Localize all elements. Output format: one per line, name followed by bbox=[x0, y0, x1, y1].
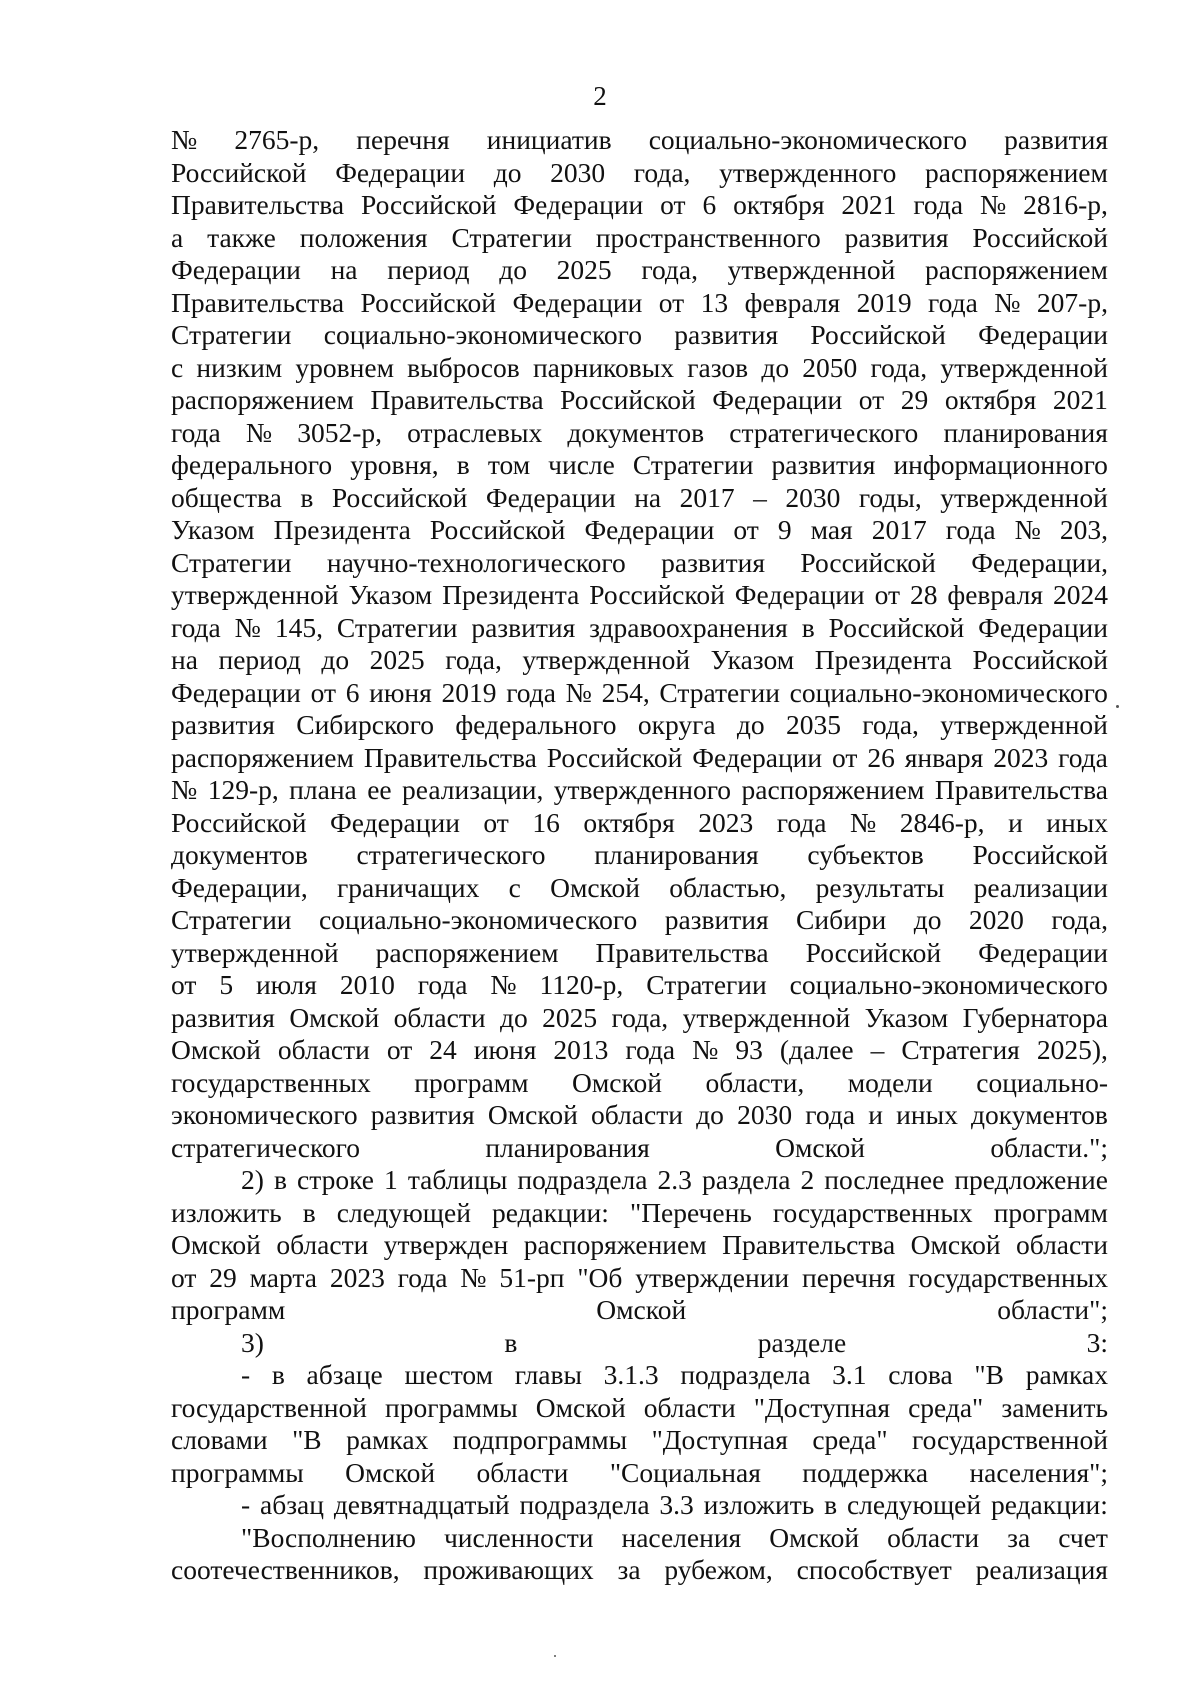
text-line: федерального уровня, в том числе Стратегии развития информационного bbox=[171, 449, 1108, 480]
text-line: государственной программы Омской области "Доступная среда" заменить bbox=[171, 1391, 1108, 1423]
scan-speck bbox=[554, 1655, 556, 1657]
text-line: Омской области от 24 июня 2013 года № 93 (далее – Стратегия 2025), bbox=[171, 1034, 1108, 1065]
text-line: 2) в строке 1 таблицы подраздела 2.3 раздела 2 последнее предложение bbox=[241, 1164, 1108, 1195]
text-line: - абзац девятнадцатый подраздела 3.3 изложить в следующей редакции: bbox=[241, 1489, 1108, 1520]
text-line: стратегического планирования Омской области."; bbox=[171, 1131, 1108, 1163]
text-line: Стратегии научно-технологического развития Российской Федерации, bbox=[171, 546, 1108, 578]
text-line: Омской области утвержден распоряжением Правительства Омской области bbox=[171, 1229, 1108, 1260]
document-body bbox=[171, 124, 1108, 1587]
text-line: программ Омской области"; bbox=[171, 1294, 1108, 1325]
text-line: "Восполнению численности населения Омской области за счет bbox=[241, 1521, 1108, 1553]
text-line: документов стратегического планирования субъектов Российской bbox=[171, 839, 1108, 870]
text-line: государственных программ Омской области, модели социально- bbox=[171, 1066, 1108, 1098]
text-line: утвержденной распоряжением Правительства Российской Федерации bbox=[171, 936, 1108, 968]
text-line: развития Омской области до 2025 года, утвержденной Указом Губернатора bbox=[171, 1001, 1108, 1033]
text-line: Российской Федерации до 2030 года, утвержденного распоряжением bbox=[171, 156, 1108, 188]
text-line: Федерации от 6 июня 2019 года № 254, Стратегии социально-экономического bbox=[171, 676, 1108, 708]
text-line: а также положения Стратегии пространственного развития Российской bbox=[171, 221, 1108, 253]
text-line: от 29 марта 2023 года № 51-рп "Об утверждении перечня государственных bbox=[171, 1261, 1108, 1293]
scan-speck bbox=[1116, 705, 1119, 708]
text-line: - в абзаце шестом главы 3.1.3 подраздела 3.1 слова "В рамках bbox=[241, 1359, 1108, 1390]
text-line: соотечественников, проживающих за рубежом, способствует реализация bbox=[171, 1554, 1108, 1585]
text-line: Стратегии социально-экономического развития Сибири до 2020 года, bbox=[171, 904, 1108, 935]
text-line: от 5 июля 2010 года № 1120-р, Стратегии социально-экономического bbox=[171, 969, 1108, 1000]
text-line: года № 145, Стратегии развития здравоохранения в Российской Федерации bbox=[171, 611, 1108, 643]
text-line: Стратегии социально-экономического развития Российской Федерации bbox=[171, 319, 1108, 350]
text-line: словами "В рамках подпрограммы "Доступная среда" государственной bbox=[171, 1424, 1108, 1455]
text-line: Указом Президента Российской Федерации от 9 мая 2017 года № 203, bbox=[171, 514, 1108, 545]
text-line: Федерации на период до 2025 года, утвержденной распоряжением bbox=[171, 254, 1108, 285]
text-line: Правительства Российской Федерации от 6 октября 2021 года № 2816-р, bbox=[171, 189, 1108, 220]
text-line: экономического развития Омской области до 2030 года и иных документов bbox=[171, 1099, 1108, 1130]
text-line: 3) в разделе 3: bbox=[241, 1326, 1108, 1358]
text-line: развития Сибирского федерального округа до 2035 года, утвержденной bbox=[171, 709, 1108, 740]
text-line: изложить в следующей редакции: "Перечень государственных программ bbox=[171, 1196, 1108, 1228]
text-line: года № 3052-р, отраслевых документов стратегического планирования bbox=[171, 416, 1108, 448]
text-line: программы Омской области "Социальная поддержка населения"; bbox=[171, 1456, 1108, 1488]
page-number: 2 bbox=[593, 81, 607, 111]
text-line: Российской Федерации от 16 октября 2023 года № 2846-р, и иных bbox=[171, 806, 1108, 838]
text-line: Правительства Российской Федерации от 13 февраля 2019 года № 207-р, bbox=[171, 286, 1108, 318]
text-line: с низким уровнем выбросов парниковых газов до 2050 года, утвержденной bbox=[171, 351, 1108, 383]
text-line: на период до 2025 года, утвержденной Указом Президента Российской bbox=[171, 644, 1108, 675]
text-line: утвержденной Указом Президента Российской Федерации от 28 февраля 2024 bbox=[171, 579, 1108, 610]
text-line: распоряжением Правительства Российской Федерации от 29 октября 2021 bbox=[171, 384, 1108, 415]
text-line: распоряжением Правительства Российской Федерации от 26 января 2023 года bbox=[171, 741, 1108, 773]
text-line: № 2765-р, перечня инициатив социально-экономического развития bbox=[171, 124, 1108, 155]
text-line: № 129-р, плана ее реализации, утвержденного распоряжением Правительства bbox=[171, 774, 1108, 805]
text-line: Федерации, граничащих с Омской областью, результаты реализации bbox=[171, 871, 1108, 903]
text-line: общества в Российской Федерации на 2017 – 2030 годы, утвержденной bbox=[171, 481, 1108, 513]
